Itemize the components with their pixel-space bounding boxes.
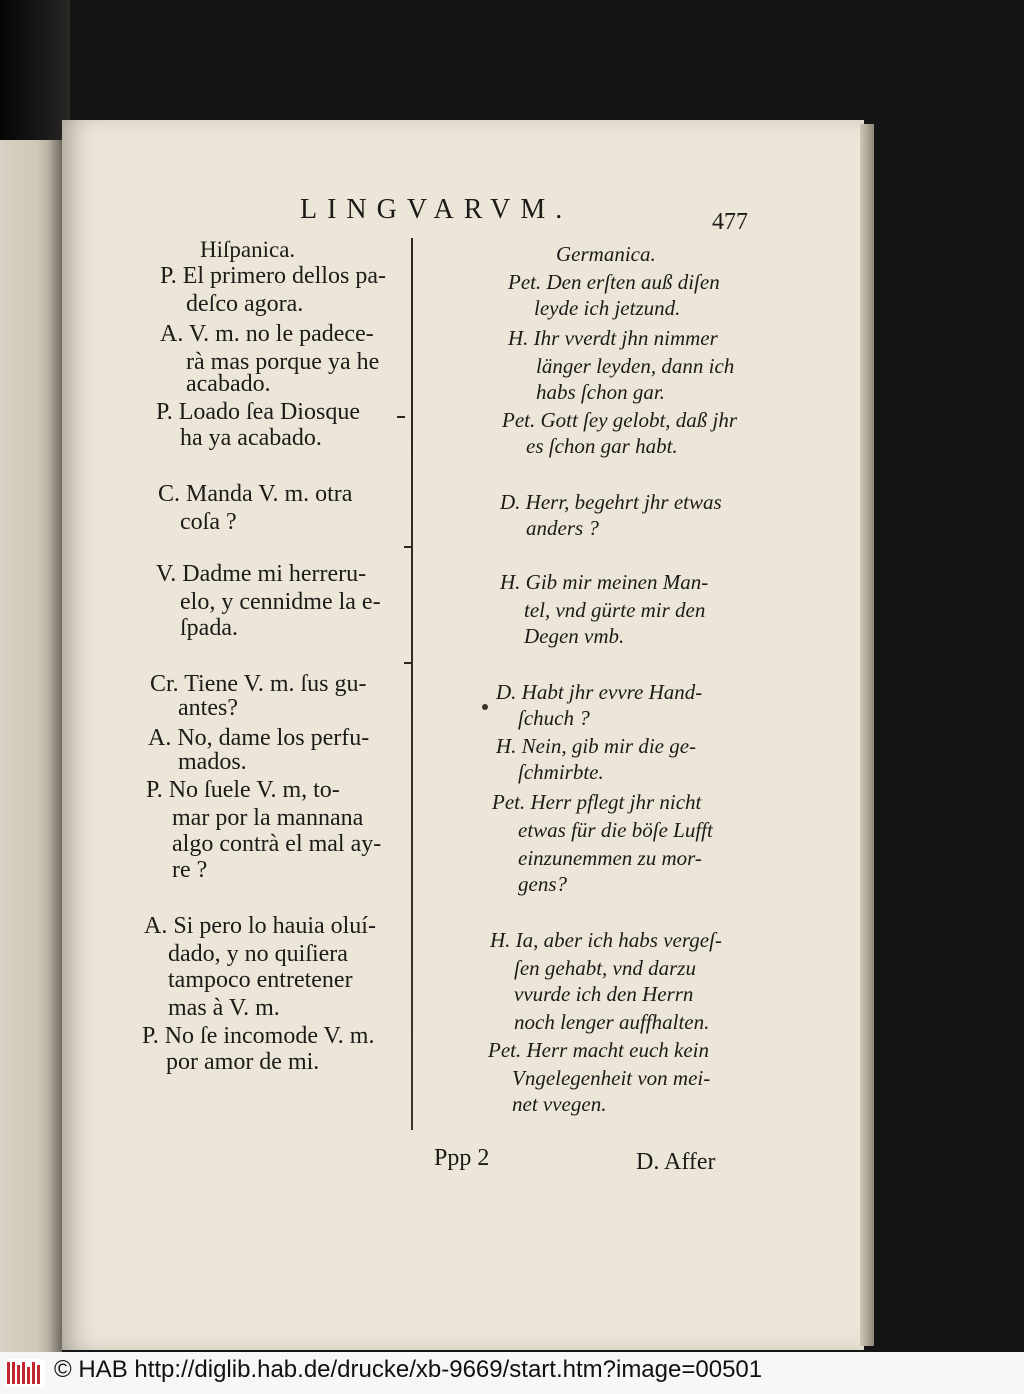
- spanish-line: elo, y cennidme la e-: [180, 589, 381, 615]
- german-line: tel, vnd gürte mir den: [524, 598, 706, 622]
- german-line: Pet. Gott ſey gelobt, daß jhr: [502, 408, 738, 432]
- divider-tick: [404, 546, 412, 548]
- german-line: gens?: [518, 872, 567, 896]
- german-line: Pet. Den erſten auß diſen: [508, 270, 720, 294]
- german-line: H. Nein, gib mir die ge-: [496, 734, 697, 758]
- german-line: D. Herr, begehrt jhr etwas: [500, 490, 722, 514]
- spanish-line: antes?: [178, 695, 238, 721]
- page-number: 477: [712, 209, 748, 235]
- spanish-column-heading: Hiſpanica.: [200, 237, 296, 262]
- german-line: habs ſchon gar.: [536, 380, 665, 404]
- spanish-line: P. Loado ſea Diosque: [156, 399, 360, 425]
- spanish-line: P. El primero dellos pa-: [160, 263, 386, 289]
- spanish-line: mas à V. m.: [168, 995, 280, 1021]
- spanish-line: ſpada.: [180, 615, 238, 641]
- running-head: LINGVARVM.: [300, 194, 573, 225]
- spanish-line: por amor de mi.: [166, 1049, 320, 1075]
- divider-tick: [397, 416, 405, 418]
- spanish-line: coſa ?: [180, 509, 237, 535]
- ink-spot: [482, 704, 488, 710]
- spanish-line: V. Dadme mi herreru-: [156, 561, 367, 587]
- spanish-line: tampoco entretener: [168, 967, 353, 993]
- spanish-line: C. Manda V. m. otra: [158, 481, 353, 507]
- column-divider: [411, 238, 413, 1130]
- spanish-line: A. V. m. no le padece-: [160, 321, 374, 347]
- german-line: etwas für die böſe Lufft: [518, 818, 713, 842]
- spanish-line: mados.: [178, 749, 247, 775]
- german-line: H. Ia, aber ich habs vergeſ-: [490, 928, 722, 952]
- german-line: ſchuch ?: [518, 706, 590, 730]
- german-line: anders ?: [526, 516, 599, 540]
- spanish-line: P. No ſuele V. m, to-: [146, 777, 340, 803]
- hab-logo-icon: [5, 1359, 45, 1387]
- german-line: net vvegen.: [512, 1092, 607, 1116]
- german-line: Pet. Herr macht euch kein: [488, 1038, 710, 1062]
- german-column-heading: Germanica.: [556, 242, 656, 266]
- spanish-line: dado, y no quiſiera: [168, 941, 348, 967]
- spanish-line: mar por la mannana: [172, 805, 364, 831]
- signature-mark: Ppp 2: [434, 1145, 490, 1171]
- divider-tick: [404, 662, 412, 664]
- german-line: Pet. Herr pflegt jhr nicht: [492, 790, 702, 814]
- page-fore-edge: [860, 124, 874, 1346]
- german-line: leyde ich jetzund.: [534, 296, 681, 320]
- copyright-link[interactable]: © HAB http://diglib.hab.de/drucke/xb-9669/start.htm?image=00501: [54, 1356, 763, 1383]
- spanish-line: deſco agora.: [186, 291, 304, 317]
- german-line: es ſchon gar habt.: [526, 434, 678, 458]
- spanish-line: Cr. Tiene V. m. ſus gu-: [150, 671, 367, 697]
- spanish-line: algo contrà el mal ay-: [172, 831, 382, 857]
- spanish-line: A. Si pero lo hauia oluí-: [144, 913, 376, 939]
- german-line: Vngelegenheit von mei-: [512, 1066, 711, 1090]
- german-line: ſchmirbte.: [518, 760, 604, 784]
- german-line: einzunemmen zu mor-: [518, 846, 702, 870]
- german-line: D. Habt jhr evvre Hand-: [496, 680, 703, 704]
- spanish-line: acabado.: [186, 371, 271, 397]
- german-line: Degen vmb.: [524, 624, 625, 648]
- spanish-line: ha ya acabado.: [180, 425, 322, 451]
- german-line: H. Ihr vverdt jhn nimmer: [508, 326, 718, 350]
- german-line: ſen gehabt, vnd darzu: [514, 956, 696, 980]
- catchword: D. Affer: [636, 1149, 716, 1175]
- spanish-line: P. No ſe incomode V. m.: [142, 1023, 375, 1049]
- spanish-line: rà mas porque ya he: [186, 349, 380, 375]
- german-line: noch lenger auffhalten.: [514, 1010, 710, 1034]
- spanish-line: re ?: [172, 857, 208, 883]
- spanish-line: A. No, dame los perfu-: [148, 725, 370, 751]
- german-line: länger leyden, dann ich: [536, 354, 735, 378]
- german-line: H. Gib mir meinen Man-: [500, 570, 709, 594]
- german-line: vvurde ich den Herrn: [514, 982, 694, 1006]
